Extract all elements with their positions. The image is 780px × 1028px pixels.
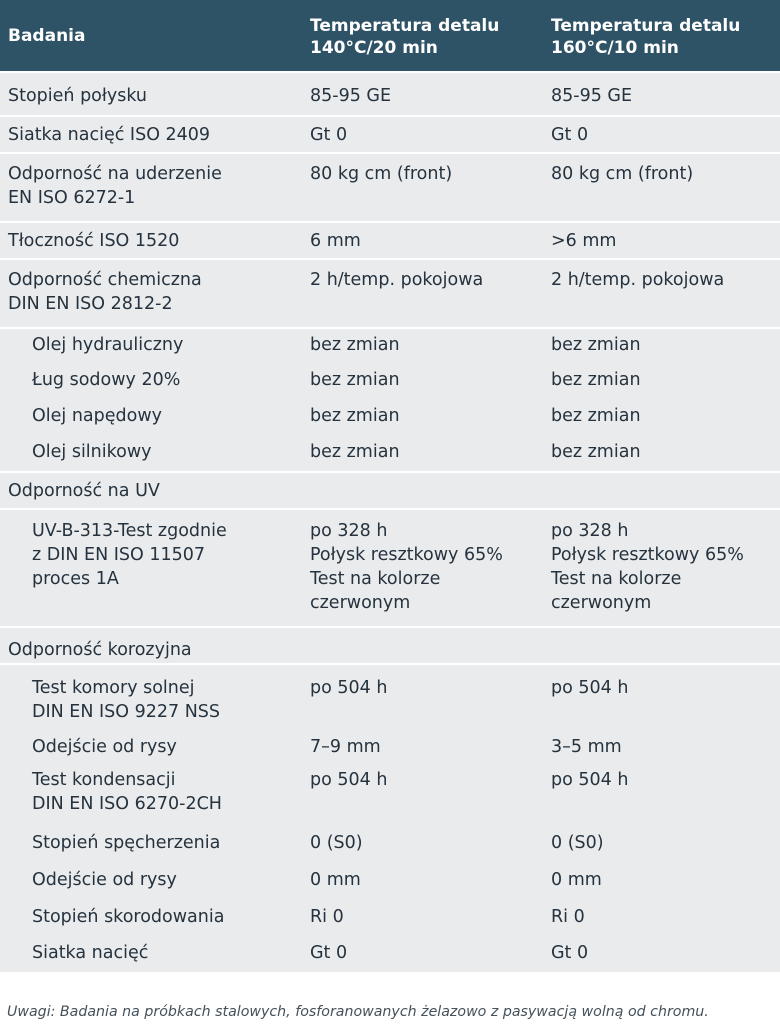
row-label-line: Ług sodowy 20%	[32, 370, 181, 390]
value-160-line: bez zmian	[551, 442, 641, 462]
table-row	[0, 436, 780, 472]
value-140-line: Gt 0	[310, 943, 348, 963]
row-label-line: Olej napędowy	[32, 406, 163, 426]
value-140-line: 0 (S0)	[310, 833, 363, 853]
table-row	[0, 664, 780, 729]
value-140-line: po 328 h	[310, 521, 388, 541]
value-140-cell	[302, 762, 543, 825]
value-140-line: bez zmian	[310, 370, 400, 390]
value-160-cell	[543, 509, 780, 627]
row-label-line: proces 1A	[32, 569, 119, 589]
table-header	[0, 0, 780, 72]
row-label-line: Siatka nacięć ISO 2409	[8, 125, 211, 145]
value-160-line: po 328 h	[551, 521, 629, 541]
value-140-cell	[302, 153, 543, 222]
row-label-line: DIN EN ISO 2812-2	[8, 294, 173, 314]
row-label-line: UV-B-313-Test zgodnie	[32, 521, 227, 541]
value-160-line: Gt 0	[551, 125, 589, 145]
value-140-cell	[302, 472, 543, 509]
value-140-cell	[302, 729, 543, 762]
value-160-line: bez zmian	[551, 335, 641, 355]
value-140-cell	[302, 627, 543, 664]
header-temp-140-line2: 140°C/20 min	[310, 38, 438, 58]
row-label-cell	[0, 259, 302, 328]
table-row	[0, 762, 780, 825]
value-140-cell	[302, 899, 543, 935]
table-row	[0, 153, 780, 222]
value-140-line: 6 mm	[310, 231, 361, 251]
row-label-cell	[0, 364, 302, 400]
value-140-line: Gt 0	[310, 125, 348, 145]
value-140-cell	[302, 825, 543, 862]
row-label-cell	[0, 116, 302, 153]
value-160-cell	[543, 259, 780, 328]
row-label-line: z DIN EN ISO 11507	[32, 545, 206, 565]
value-160-cell	[543, 436, 780, 472]
header-temp-160	[543, 0, 780, 72]
value-140-cell	[302, 259, 543, 328]
row-label-line: Odporność na uderzenie	[8, 164, 222, 184]
table-row	[0, 72, 780, 116]
value-160-cell	[543, 328, 780, 364]
table-row	[0, 627, 780, 664]
row-label-cell	[0, 153, 302, 222]
value-160-line: Połysk resztkowy 65%	[551, 545, 744, 565]
row-label-line: Odporność korozyjna	[8, 640, 192, 660]
value-140-cell	[302, 72, 543, 116]
row-label-cell	[0, 762, 302, 825]
header-temp-160-line2: 160°C/10 min	[551, 38, 679, 58]
value-160-line: 0 mm	[551, 870, 602, 890]
value-160-cell	[543, 899, 780, 935]
row-label-line: Siatka nacięć	[32, 943, 149, 963]
row-label-cell	[0, 627, 302, 664]
value-140-line: bez zmian	[310, 406, 400, 426]
row-label-cell	[0, 472, 302, 509]
value-140-line: bez zmian	[310, 335, 400, 355]
value-140-line: czerwonym	[310, 593, 411, 613]
value-160-line: 85-95 GE	[551, 86, 633, 106]
value-160-cell	[543, 364, 780, 400]
row-label-line: Odporność chemiczna	[8, 270, 202, 290]
value-160-line: >6 mm	[551, 231, 617, 251]
value-140-line: 7–9 mm	[310, 737, 381, 757]
value-140-cell	[302, 116, 543, 153]
value-160-cell	[543, 935, 780, 972]
table-row	[0, 328, 780, 364]
value-140-line: 85-95 GE	[310, 86, 392, 106]
row-label-cell	[0, 509, 302, 627]
value-140-line: po 504 h	[310, 770, 388, 790]
row-label-line: Stopień spęcherzenia	[32, 833, 221, 853]
table-row	[0, 729, 780, 762]
row-label-cell	[0, 825, 302, 862]
row-label-cell	[0, 862, 302, 899]
value-160-cell	[543, 762, 780, 825]
value-160-cell	[543, 400, 780, 436]
value-140-cell	[302, 935, 543, 972]
value-140-cell	[302, 222, 543, 259]
row-label-cell	[0, 328, 302, 364]
row-label-cell	[0, 899, 302, 935]
row-label-line: Odejście od rysy	[32, 870, 177, 890]
table-row	[0, 364, 780, 400]
value-160-line: 3–5 mm	[551, 737, 622, 757]
header-row	[0, 0, 780, 72]
value-160-cell	[543, 472, 780, 509]
row-label-line: Test komory solnej	[32, 678, 195, 698]
header-tests: Badania	[0, 0, 302, 72]
value-160-line: bez zmian	[551, 406, 641, 426]
value-160-line: czerwonym	[551, 593, 652, 613]
table-row	[0, 899, 780, 935]
value-160-line: Ri 0	[551, 907, 585, 927]
table-row	[0, 400, 780, 436]
value-160-line: 0 (S0)	[551, 833, 604, 853]
table-row	[0, 259, 780, 328]
value-160-cell	[543, 153, 780, 222]
row-label-cell	[0, 72, 302, 116]
row-label-cell	[0, 436, 302, 472]
value-160-cell	[543, 825, 780, 862]
value-160-line: Gt 0	[551, 943, 589, 963]
value-160-cell	[543, 116, 780, 153]
value-160-cell	[543, 664, 780, 729]
footnote: Uwagi: Badania na próbkach stalowych, fosforanowanych żelazowo z pasywacją wolną od chromu.	[7, 1004, 709, 1020]
value-140-line: 2 h/temp. pokojowa	[310, 270, 484, 290]
value-160-cell	[543, 627, 780, 664]
row-label-cell	[0, 664, 302, 729]
value-140-cell	[302, 664, 543, 729]
table-row	[0, 509, 780, 627]
header-temp-160-line1: Temperatura detalu	[551, 16, 741, 36]
value-140-cell	[302, 436, 543, 472]
table-row	[0, 825, 780, 862]
row-label-cell	[0, 935, 302, 972]
value-160-line: po 504 h	[551, 678, 629, 698]
value-140-line: po 504 h	[310, 678, 388, 698]
value-140-line: 0 mm	[310, 870, 361, 890]
value-160-cell	[543, 222, 780, 259]
row-label-line: Test kondensacji	[32, 770, 176, 790]
row-label-line: Odejście od rysy	[32, 737, 177, 757]
row-label-line: DIN EN ISO 6270-2CH	[32, 794, 222, 814]
value-160-line: Test na kolorze	[551, 569, 682, 589]
row-label-line: Tłoczność ISO 1520	[8, 231, 180, 251]
row-label-line: Stopień skorodowania	[32, 907, 225, 927]
table-row	[0, 935, 780, 972]
row-label-cell	[0, 400, 302, 436]
value-140-line: Ri 0	[310, 907, 344, 927]
table-row	[0, 222, 780, 259]
value-140-line: bez zmian	[310, 442, 400, 462]
table-row	[0, 116, 780, 153]
value-140-cell	[302, 509, 543, 627]
value-160-line: po 504 h	[551, 770, 629, 790]
row-label-line: EN ISO 6272-1	[8, 188, 136, 208]
row-label-line: Odporność na UV	[8, 481, 160, 501]
table-body	[0, 72, 780, 972]
value-140-cell	[302, 400, 543, 436]
row-label-cell	[0, 222, 302, 259]
row-label-line: Olej hydrauliczny	[32, 335, 184, 355]
value-140-cell	[302, 364, 543, 400]
value-140-line: 80 kg cm (front)	[310, 164, 453, 184]
value-160-line: bez zmian	[551, 370, 641, 390]
row-label-line: Olej silnikowy	[32, 442, 152, 462]
value-140-line: Połysk resztkowy 65%	[310, 545, 503, 565]
table-row	[0, 472, 780, 509]
value-160-line: 80 kg cm (front)	[551, 164, 694, 184]
value-160-cell	[543, 72, 780, 116]
header-temp-140-line1: Temperatura detalu	[310, 16, 500, 36]
value-140-cell	[302, 328, 543, 364]
value-160-cell	[543, 862, 780, 899]
value-140-cell	[302, 862, 543, 899]
row-label-cell	[0, 729, 302, 762]
value-140-line: Test na kolorze	[310, 569, 441, 589]
row-label-line: DIN EN ISO 9227 NSS	[32, 702, 221, 722]
table-row	[0, 862, 780, 899]
value-160-line: 2 h/temp. pokojowa	[551, 270, 725, 290]
header-temp-140	[302, 0, 543, 72]
row-label-line: Stopień połysku	[8, 86, 148, 106]
value-160-cell	[543, 729, 780, 762]
